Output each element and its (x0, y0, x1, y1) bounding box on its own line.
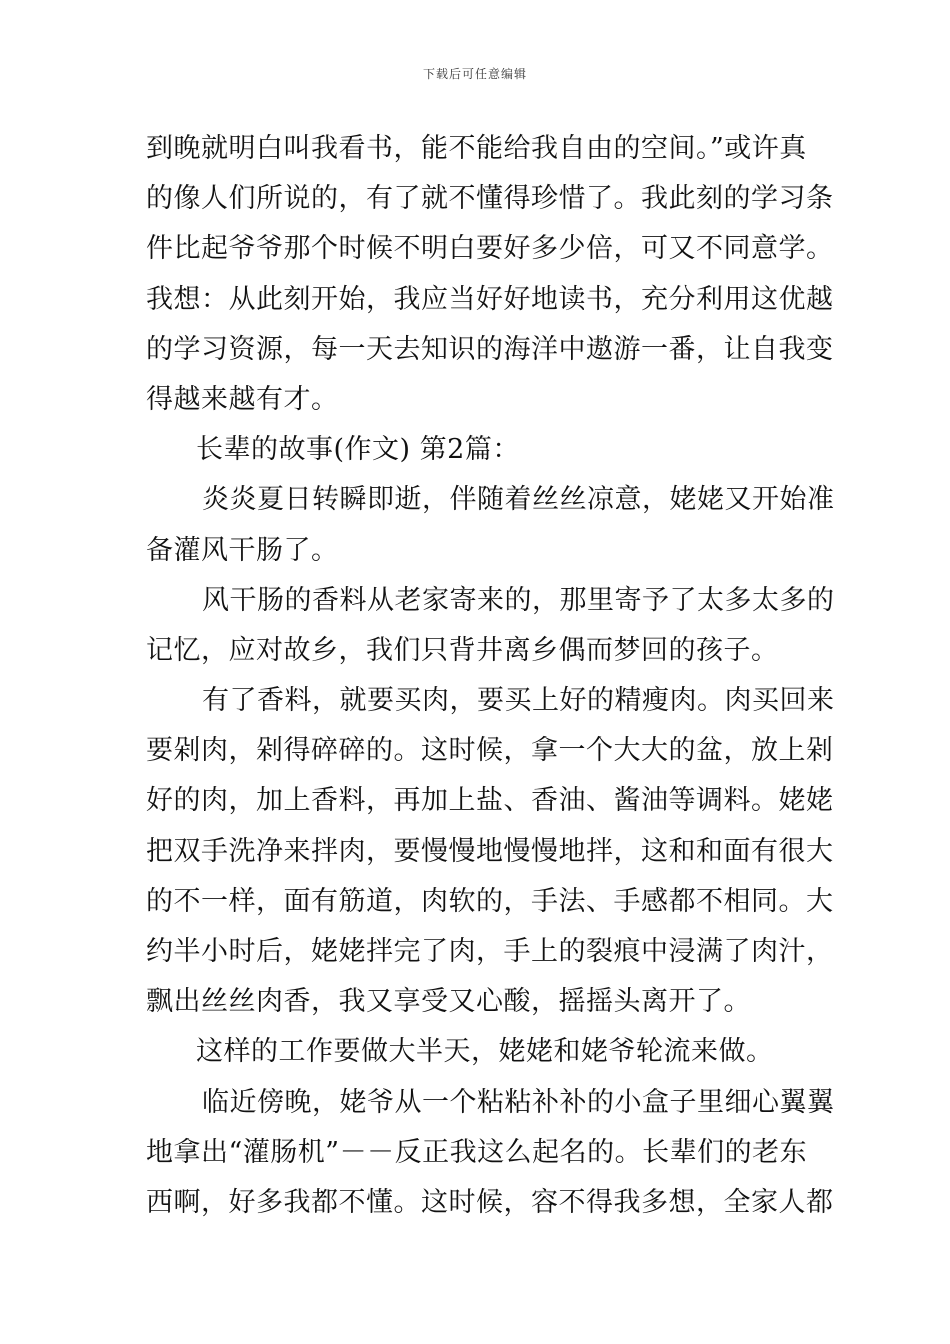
paragraph-start: 这样的工作要做大半天，姥姥和姥爷轮流来做。 (196, 1036, 774, 1068)
paragraph-start: 有了香料，就要买肉，要买上好的精瘦肉。肉买回来 (202, 685, 835, 717)
text-line: 到晚就明白叫我看书，能不能给我自由的空间。”或许真 (146, 133, 807, 164)
text-line: 地拿出“灌肠机”－－反正我这么起名的。长辈们的老东 (146, 1136, 808, 1168)
paragraph-start: 风干肠的香料从老家寄来的，那里寄予了太多太多的 (202, 584, 835, 616)
text-line: 件比起爷爷那个时候不明白要好多少倍，可又不同意学。 (146, 233, 834, 265)
page-header-note: 下载后可任意编辑 (422, 67, 527, 81)
article-body (146, 124, 835, 1228)
paragraph-start: 炎炎夏日转瞬即逝，伴随着丝丝凉意，姥姥又开始准 (202, 484, 835, 516)
text-line: 记忆，应对故乡，我们只背井离乡偶而梦回的孩子。 (146, 634, 779, 666)
text-line: 备灌风干肠了。 (146, 534, 339, 566)
text-line: 约半小时后，姥姥拌完了肉，手上的裂痕中浸满了肉汁， (146, 936, 834, 967)
text-line: 得越来越有才。 (146, 383, 339, 415)
text-line: 把双手洗净来拌肉，要慢慢地慢慢地拌，这和和面有很大 (146, 835, 834, 867)
text-line: 要剁肉，剁得碎碎的。这时候，拿一个大大的盆，放上剁 (146, 735, 834, 767)
text-line: 西啊，好多我都不懂。这时候，容不得我多想，全家人都 (146, 1186, 834, 1218)
text-line: 好的肉，加上香料，再加上盐、香油、酱油等调料。姥姥 (146, 785, 834, 817)
text-line: 的学习资源，每一天去知识的海洋中遨游一番，让自我变 (146, 333, 834, 365)
text-line: 飘出丝丝肉香，我又享受又心酸，摇摇头离开了。 (146, 986, 751, 1018)
section-heading: 长辈的故事(作文) 第2篇： (196, 434, 520, 466)
text-line: 我想：从此刻开始，我应当好好地读书，充分利用这优越 (146, 283, 834, 315)
paragraph-start: 临近傍晚，姥爷从一个粘粘补补的小盒子里细心翼翼 (202, 1086, 835, 1118)
text-line: 的像人们所说的，有了就不懂得珍惜了。我此刻的学习条 (146, 183, 834, 215)
text-line: 的不一样，面有筋道，肉软的，手法、手感都不相同。大 (146, 885, 834, 917)
